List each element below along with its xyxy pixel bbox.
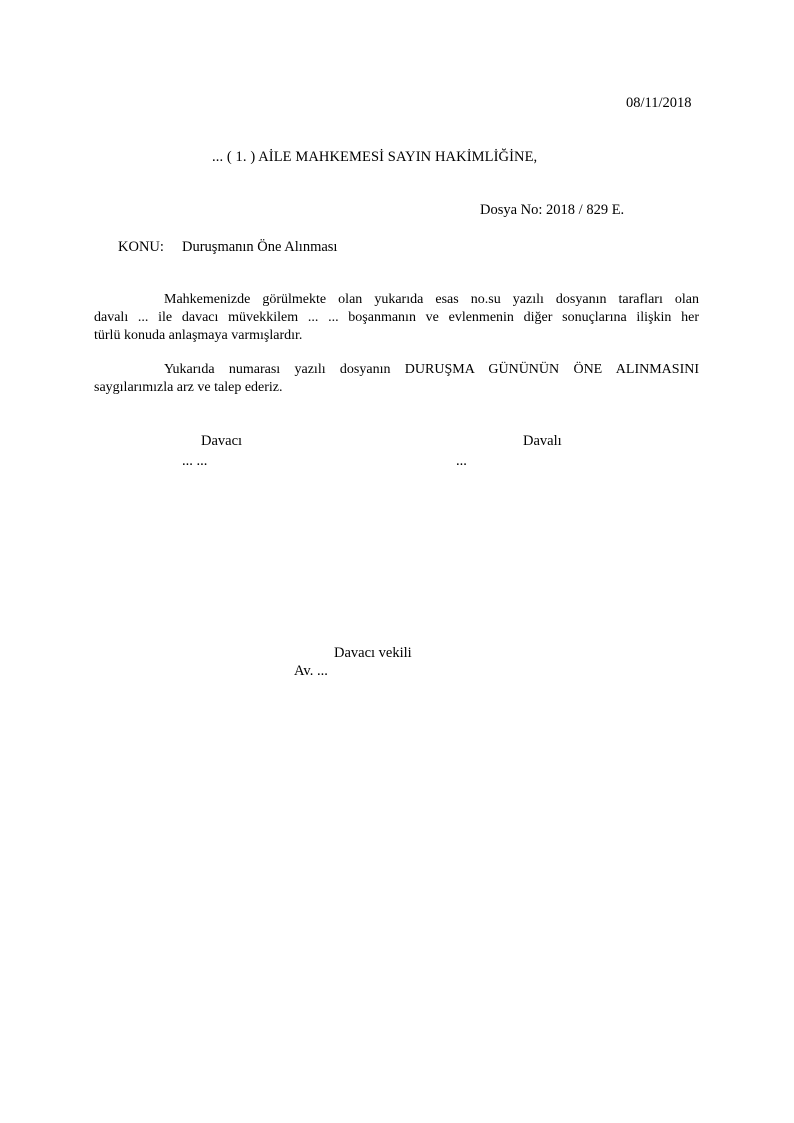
attorney-name: Av. ... [294,663,328,679]
body-paragraph-1 [94,291,699,345]
body-paragraph-2 [94,361,699,397]
plaintiff-title: Davacı [201,433,243,449]
paragraph-line: Mahkemenizde görülmekte olan yukarıda esas no.su yazılı dosyanın tarafları olan [164,292,699,307]
attorney-title: Davacı vekili [334,645,412,661]
subject-label: KONU: [118,239,164,255]
paragraph-line: saygılarımızla arz ve talep ederiz. [94,380,283,395]
subject-line [118,238,337,256]
defendant-name: ... [456,453,467,469]
court-heading: ... ( 1. ) AİLE MAHKEMESİ SAYIN HAKİMLİĞİNE, [212,149,538,165]
plaintiff-name: ... ... [182,453,208,469]
defendant-title: Davalı [523,433,562,449]
paragraph-line: türlü konuda anlaşmaya varmışlardır. [94,328,303,343]
paragraph-line: davalı ... ile davacı müvekkilem ... ... boşanmanın ve evlenmenin diğer sonuçlarına ilişkin her [94,310,699,325]
paragraph-line: Yukarıda numarası yazılı dosyanın DURUŞMA GÜNÜNÜN ÖNE ALINMASINI [164,362,699,377]
document-date: 08/11/2018 [626,95,692,111]
file-number: Dosya No: 2018 / 829 E. [480,202,625,218]
subject-text: Duruşmanın Öne Alınması [182,239,338,255]
